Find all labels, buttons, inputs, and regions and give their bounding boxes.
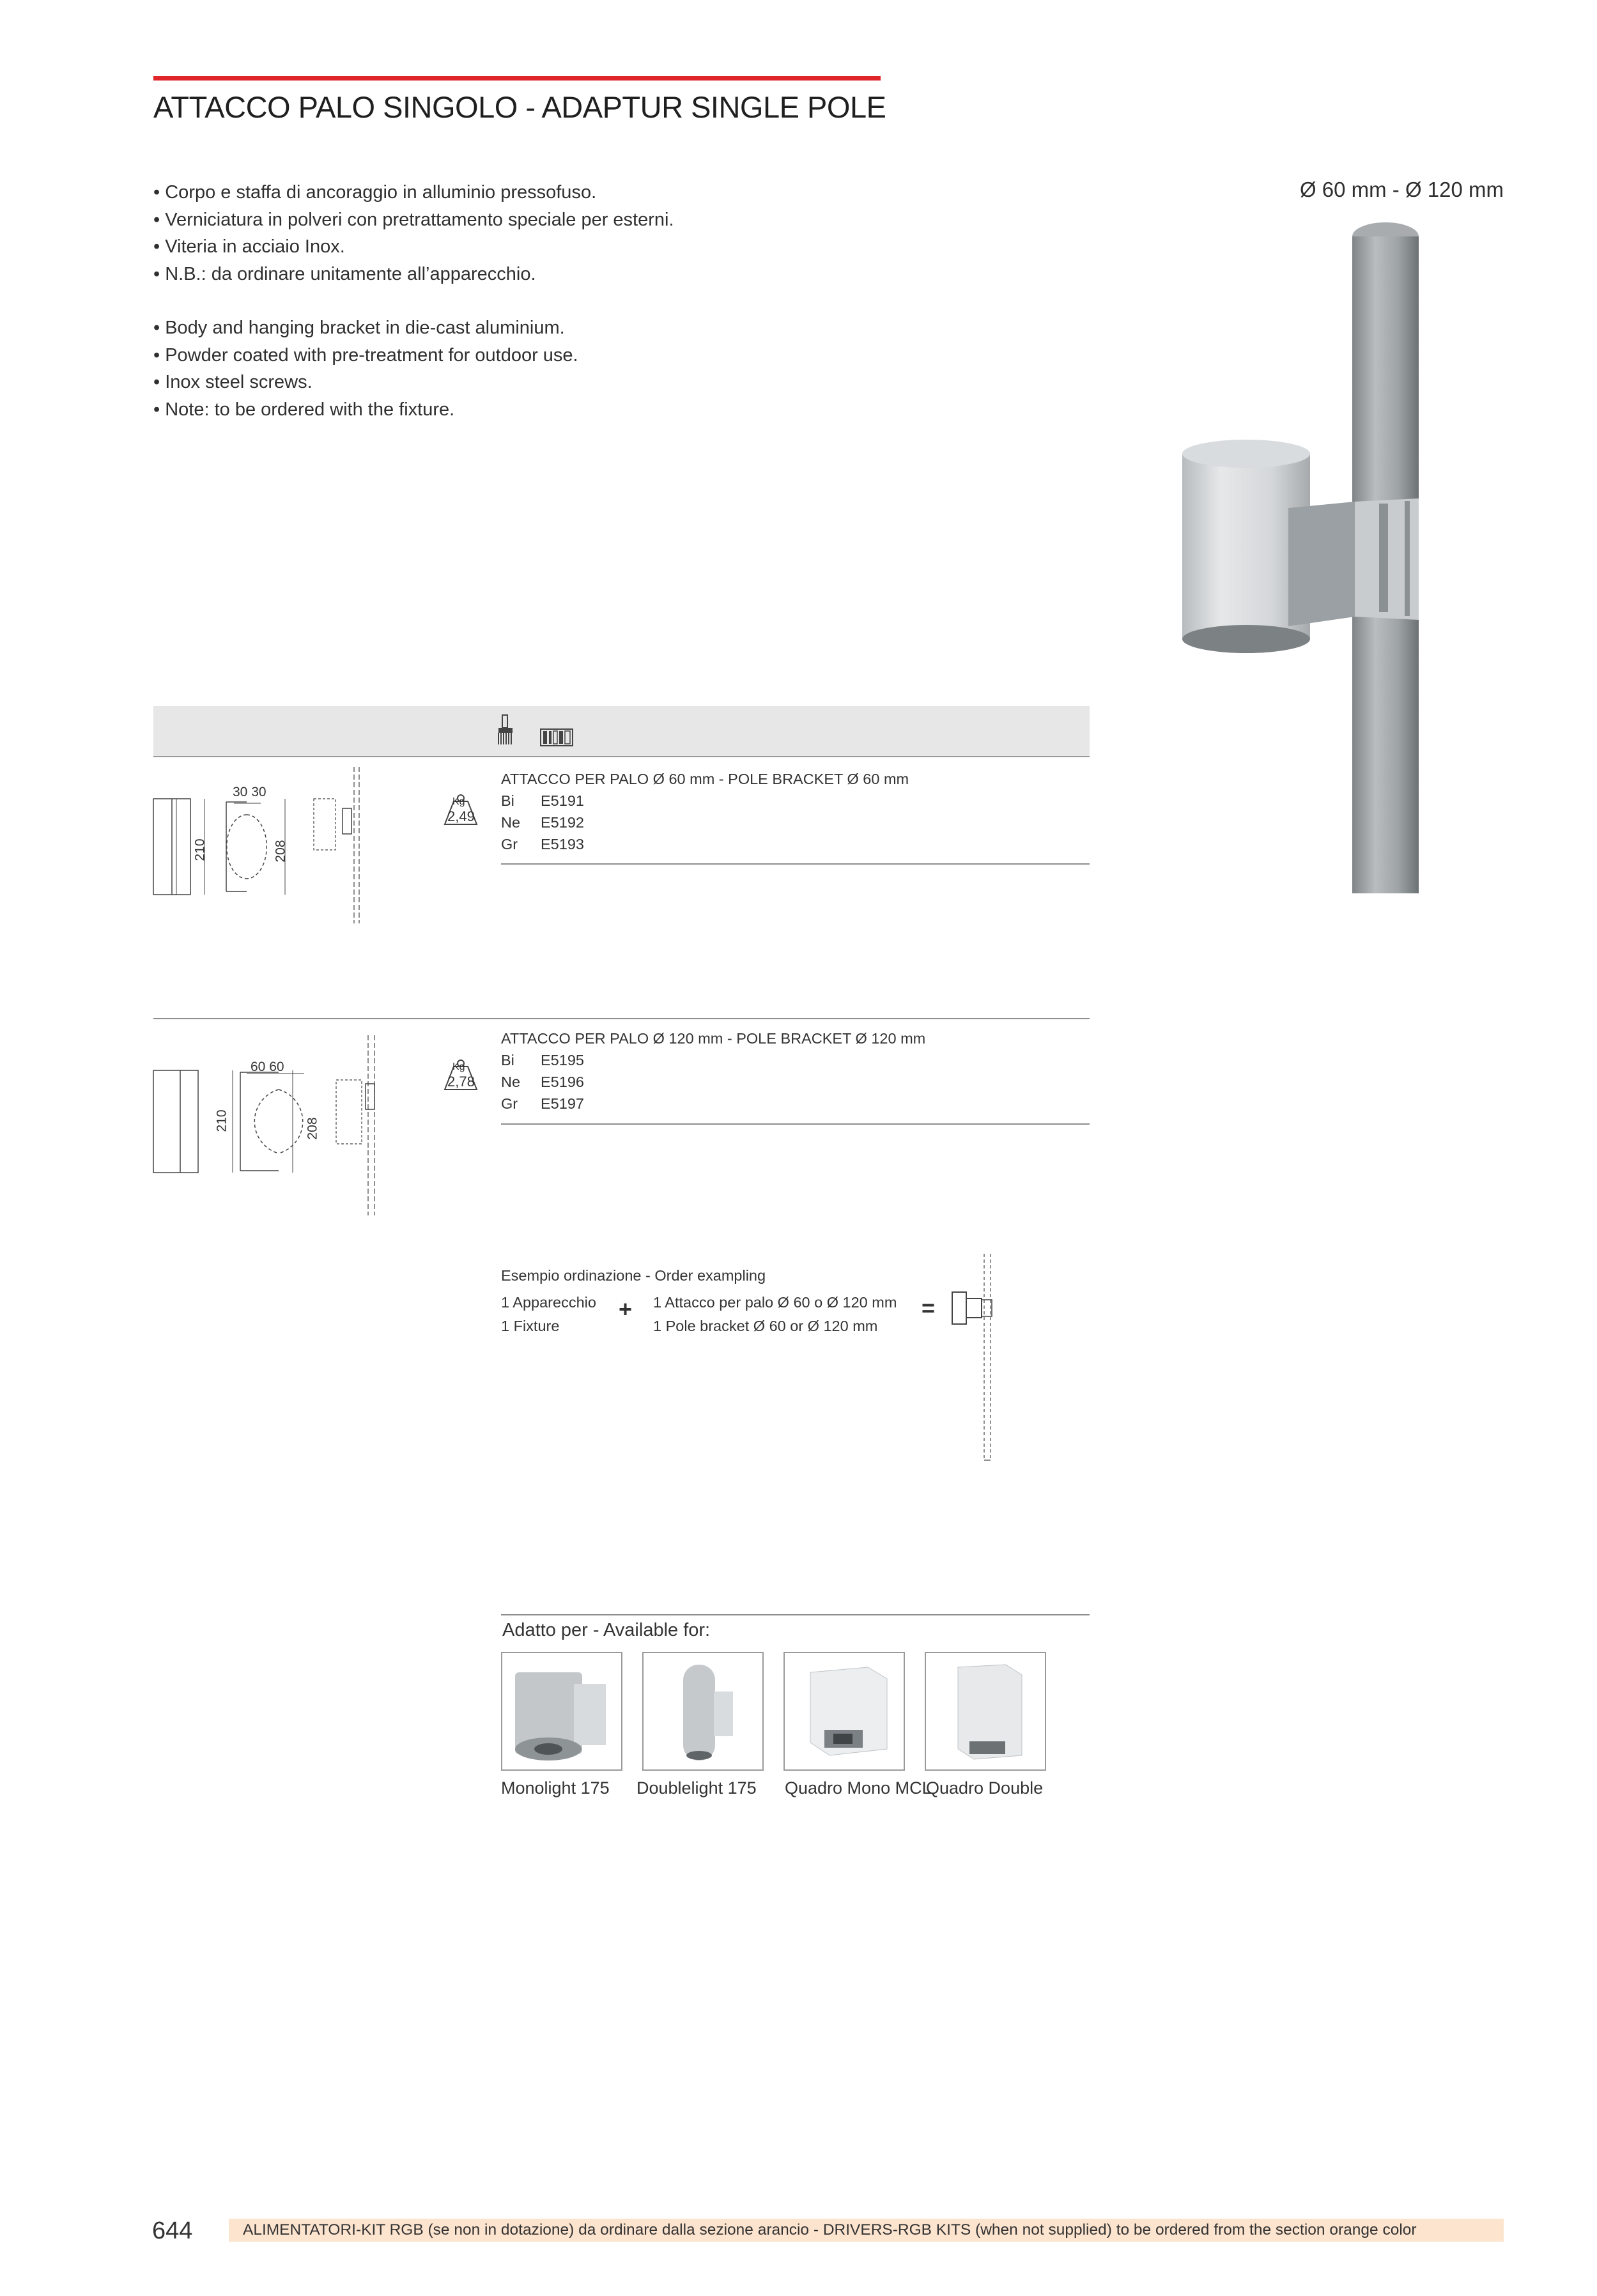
fixture-card-quadro-mono xyxy=(783,1652,905,1771)
page-title: ATTACCO PALO SINGOLO - ADAPTUR SINGLE POLE xyxy=(153,90,886,124)
code-row: Gr E5193 xyxy=(501,836,584,852)
page-number: 644 xyxy=(152,2217,193,2244)
finish-icons xyxy=(497,714,574,747)
description-it-3: • Viteria in acciaio Inox. xyxy=(153,236,345,257)
table-header-band xyxy=(153,706,1090,757)
weight-value: 2,49 xyxy=(447,808,475,824)
fixture-card-quadro-double xyxy=(925,1652,1046,1771)
weight-value: 2,78 xyxy=(447,1074,475,1090)
dim-top-60: 30 30 xyxy=(233,785,266,799)
available-heading: Adatto per - Available for: xyxy=(502,1620,711,1640)
weight-unit: Kg xyxy=(452,1061,465,1072)
weight-badge-60 xyxy=(441,792,481,828)
equals-sign: = xyxy=(922,1295,936,1321)
square-tall-light-icon xyxy=(926,1653,1045,1769)
product-title: ATTACCO PER PALO Ø 60 mm - POLE BRACKET Ø 60 mm xyxy=(501,771,909,787)
fixture-name-quadro-double: Quadro Double xyxy=(926,1778,1044,1798)
slim-cylinder-icon xyxy=(644,1653,762,1769)
description xyxy=(153,179,674,423)
diameter-label: Ø 60 mm - Ø 120 mm xyxy=(1299,178,1504,201)
fixture-card-doublelight xyxy=(642,1652,764,1771)
description-en-3: • Inox steel screws. xyxy=(153,372,312,392)
product-block-120 xyxy=(501,1028,925,1114)
paint-brush-icon xyxy=(498,715,513,744)
header-accent-rule xyxy=(153,76,881,81)
fixture-name-monolight: Monolight 175 xyxy=(501,1778,610,1798)
code-row: Bi E5195 xyxy=(501,1052,584,1068)
dim-inner-120: 208 xyxy=(305,1117,320,1140)
divider xyxy=(501,863,1090,865)
color-swatch-icon xyxy=(541,729,573,746)
description-en-2: • Powder coated with pre-treatment for outdoor use. xyxy=(153,344,578,366)
description-it-4: • N.B.: da ordinare unitamente all’apparecchio. xyxy=(153,263,536,284)
code-row: Ne E5196 xyxy=(501,1074,584,1090)
order-right-it: 1 Attacco per palo Ø 60 o Ø 120 mm xyxy=(653,1294,897,1311)
dim-height-120: 210 xyxy=(214,1109,229,1132)
description-en-4: • Note: to be ordered with the fixture. xyxy=(153,399,455,420)
description-en-1: • Body and hanging bracket in die-cast aluminium. xyxy=(153,318,565,338)
dim-inner-60: 208 xyxy=(273,840,288,863)
bracket-120-drawing xyxy=(151,1029,400,1221)
fixture-name-quadro-mono: Quadro Mono MCL xyxy=(785,1778,932,1798)
order-right-en: 1 Pole bracket Ø 60 or Ø 120 mm xyxy=(653,1318,878,1334)
cylinder-downlight-icon xyxy=(502,1653,621,1769)
plus-sign: + xyxy=(619,1296,633,1322)
dim-top-120: 60 60 xyxy=(251,1059,284,1074)
order-heading: Esempio ordinazione - Order exampling xyxy=(501,1267,766,1284)
description-it-2: • Verniciatura in polveri con pretrattamento speciale per esterni. xyxy=(153,209,674,230)
description-it-1: • Corpo e staffa di ancoraggio in alluminio pressofuso. xyxy=(153,182,597,203)
product-block-60 xyxy=(501,768,909,855)
code-row: Bi E5191 xyxy=(501,792,584,809)
order-result-drawing xyxy=(951,1252,1002,1463)
square-box-light-icon xyxy=(785,1653,904,1769)
divider xyxy=(501,1614,1090,1615)
order-left xyxy=(501,1291,596,1338)
code-row: Ne E5192 xyxy=(501,814,584,831)
footer-note: ALIMENTATORI-KIT RGB (se non in dotazione) da ordinare dalla sezione arancio - DRIVERS-RGB KITS (when not supplied) to be ordered from the section orange color xyxy=(229,2219,1504,2242)
weight-unit: Kg xyxy=(452,796,465,807)
dim-height-60: 210 xyxy=(192,838,208,861)
product-title: ATTACCO PER PALO Ø 120 mm - POLE BRACKET Ø 120 mm xyxy=(501,1030,926,1047)
code-row: Gr E5197 xyxy=(501,1095,584,1112)
divider xyxy=(501,1123,1090,1125)
weight-badge-120 xyxy=(441,1058,481,1093)
fixture-name-doublelight: Doublelight 175 xyxy=(636,1778,757,1798)
order-right xyxy=(653,1291,897,1338)
product-photo xyxy=(1163,217,1470,901)
fixture-card-monolight xyxy=(501,1652,622,1771)
order-left-en: 1 Fixture xyxy=(501,1318,560,1334)
divider xyxy=(153,1018,1090,1019)
order-left-it: 1 Apparecchio xyxy=(501,1294,596,1311)
